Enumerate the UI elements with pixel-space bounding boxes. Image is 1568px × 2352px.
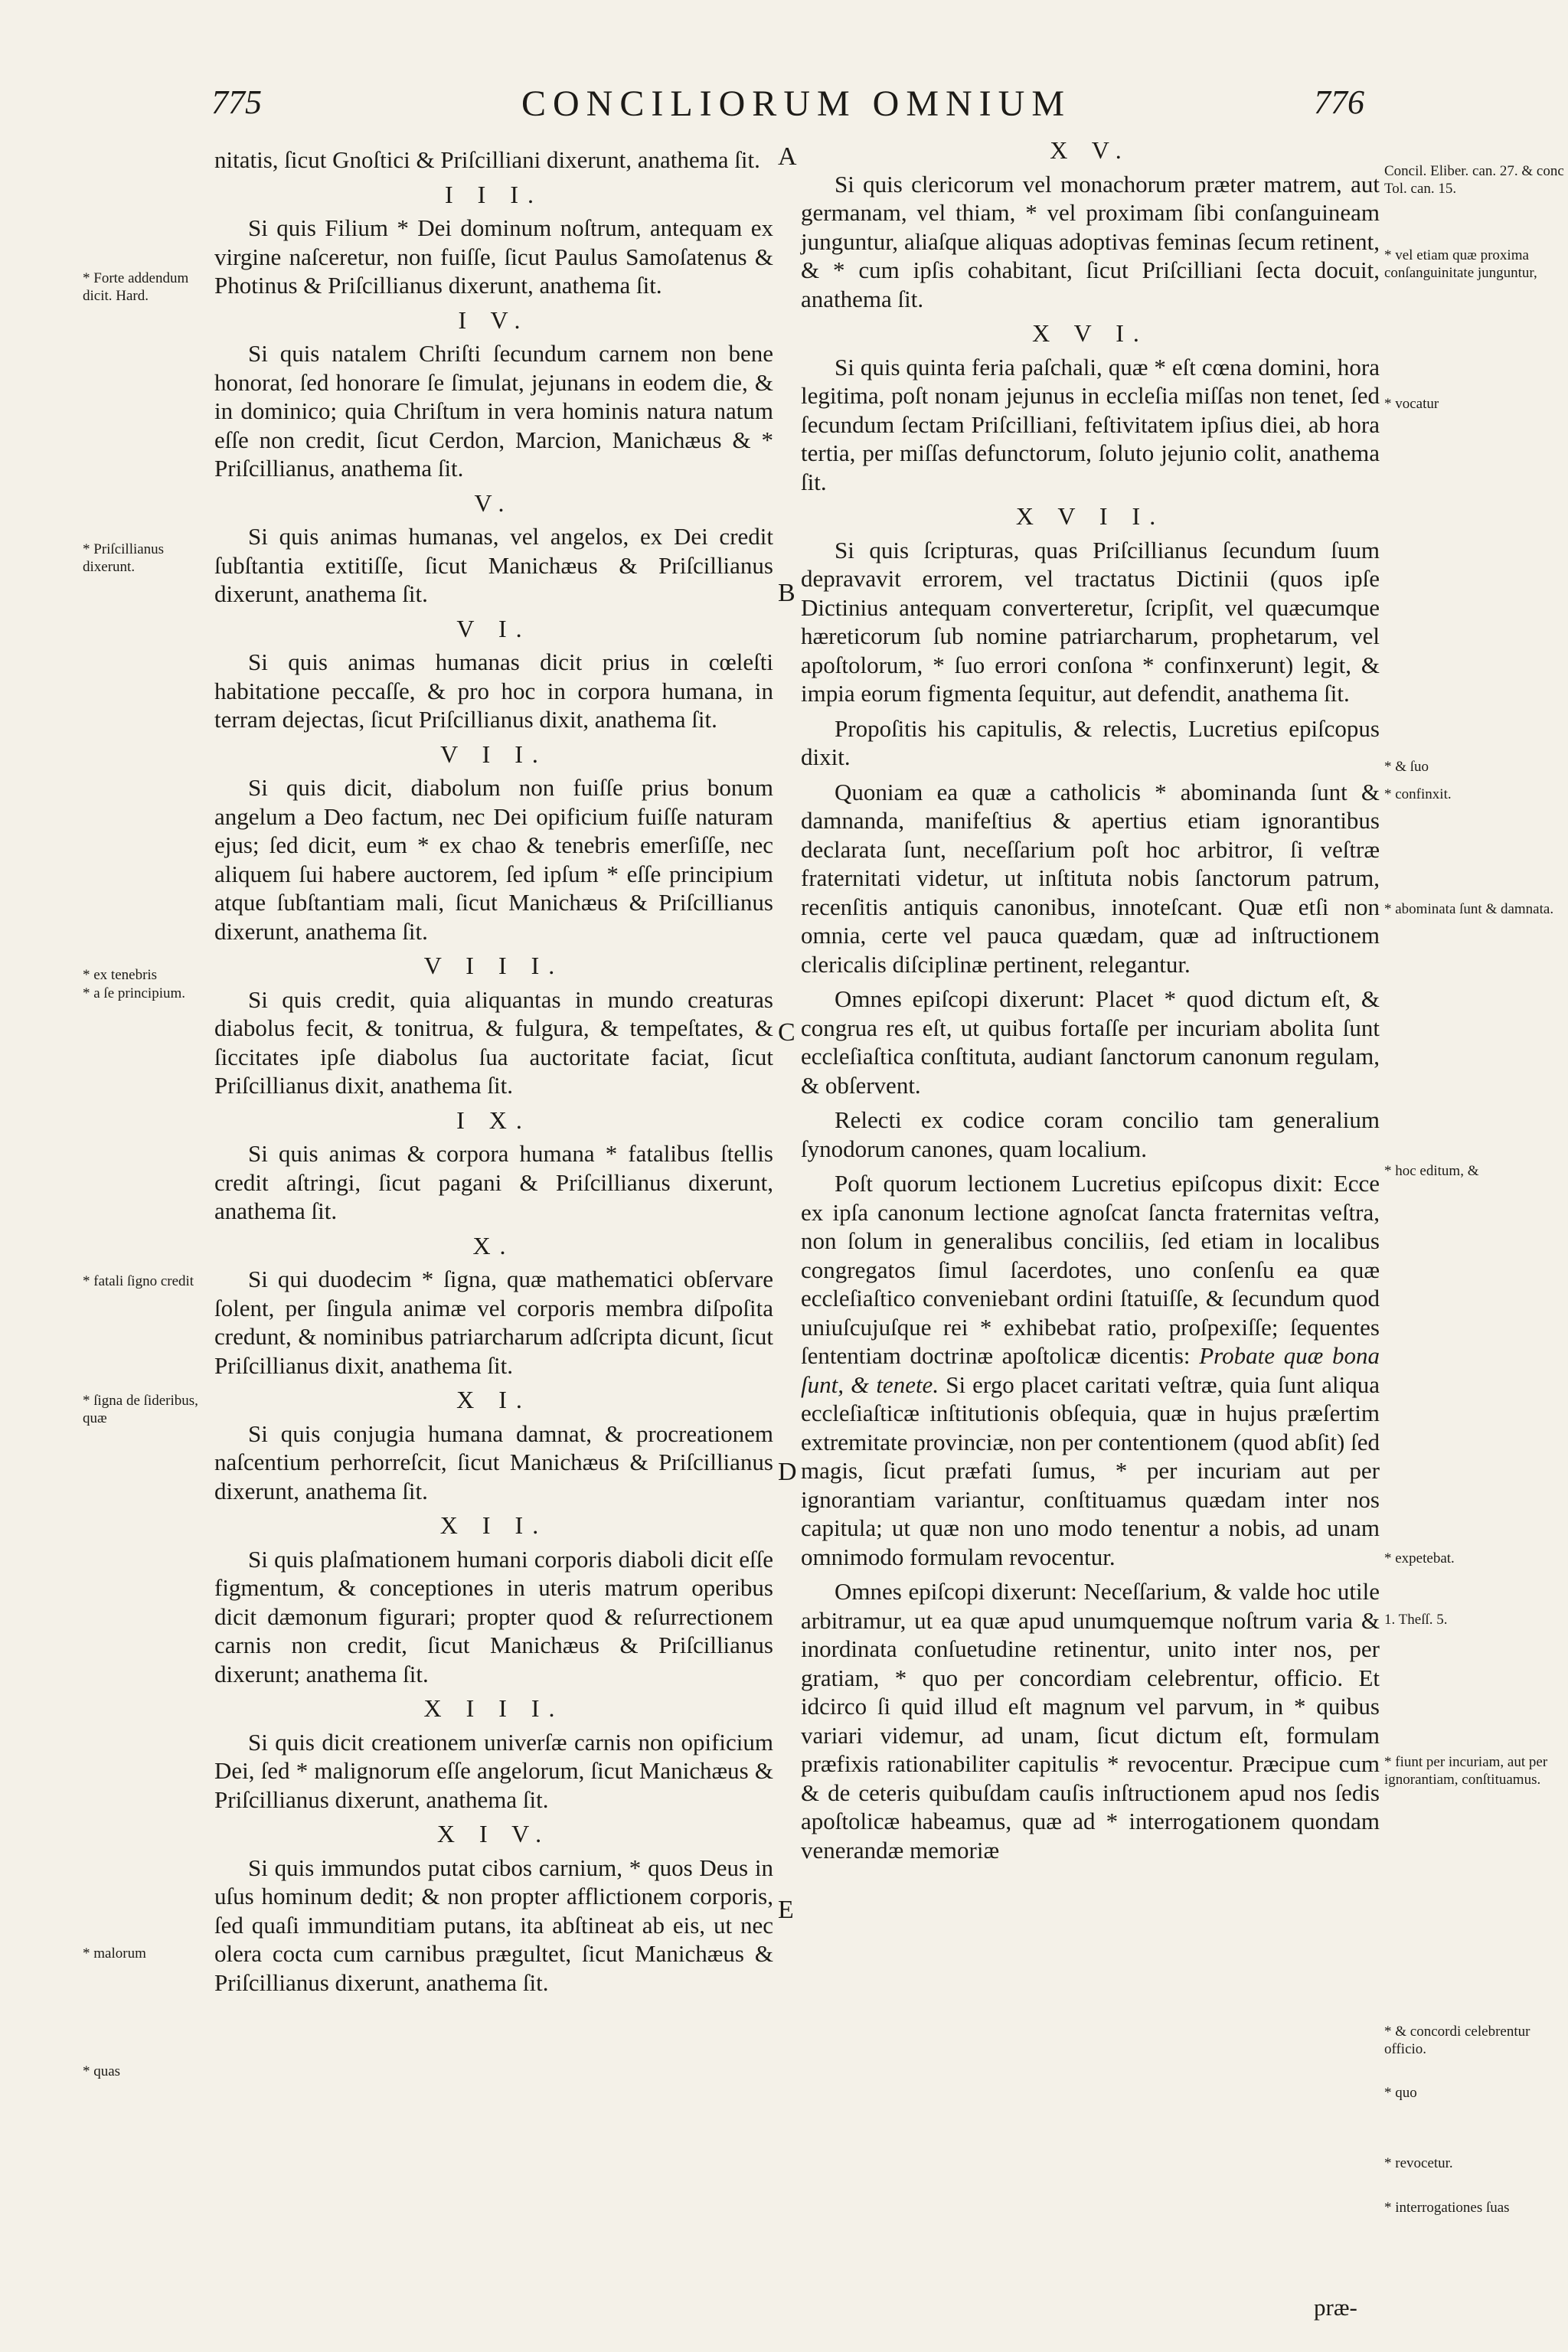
margin-note: * fiunt per incuriam, aut per ignorantiam, conſtituamus. [1384, 1754, 1548, 1788]
margin-note: * vel etiam quæ proxima conſanguinitate junguntur, [1384, 247, 1537, 281]
canon-number: X. [472, 1231, 515, 1259]
margin-note: * interrogationes ſuas [1384, 2200, 1510, 2216]
section-letter-b: B [778, 579, 795, 607]
canon-number: X I I I. [423, 1694, 564, 1722]
margin-note: * expetebat. [1384, 1550, 1455, 1566]
paragraph-text: Poſt quorum lectionem Lucretius epiſcopus dixit: Ecce ex ipſa canonum lectione agnoſcat ſancta fraternitas veſtra, non ſolum in generalibus conciliis, ſed etiam in localibus congregatos ſimul ſacerdotes, uno conſenſu ea quæ eccleſiaſtico conveniebant ordini ſtatuiſſe, & ſecundum quod uniuſcujuſque rei * exhibebat ratio, proſpexiſſe; ſequentes ſententiam doctrinæ apoſtolicæ dicentis: [801, 1170, 1380, 1369]
canon-number: I I I. [445, 180, 543, 208]
canon-number: X I. [456, 1386, 531, 1413]
section-letter-d: D [778, 1458, 797, 1486]
margin-note: * a ſe principium. [83, 985, 186, 1001]
paragraph-text: Si ergo placet caritati veſtræ, quia ſunt aliqua eccleſiaſticæ inſtitutionis obſequia, quæ in hujus præſertim extremitate provinciæ, non per contentionem (quod abſit) ſed magis, ſicut præfati ſumus, * per incuriam aut per ignorantiam variantur, conſtituamus quædam inter nos capitula; ut quæ non uno modo tenentur a nobis, ad unam omnimodo formulam revocentur. [801, 1370, 1380, 1570]
canon-text: Si quis dicit creationem univerſæ carnis non opificium Dei, ſed * malignorum eſſe angelorum, ſicut Manichæus & Priſcillianus dixerunt, anathema ſit. [214, 1728, 773, 1813]
canon-number: X I I. [439, 1511, 548, 1539]
canon-number: I V. [458, 305, 530, 334]
canon-number: X V I I. [1015, 502, 1165, 530]
margin-note: * abominata ſunt & damnata. [1384, 901, 1554, 917]
margin-note: * ex tenebris [83, 967, 158, 983]
margin-note: * malorum [83, 1945, 146, 1962]
scripture-quote: Probate quæ bona ſunt, & tenete. [801, 1342, 1380, 1398]
margin-note: * fatali ſigno credit [83, 1273, 194, 1289]
catchword: præ- [1314, 2294, 1357, 2321]
paragraph: Omnes epiſcopi dixerunt: Neceſſarium, & valde hoc utile arbitramur, ut ea quæ apud unumquemque noſtrum varia & inordinata conſuetudine retinentur, unito inter nos, per gratiam, * quo per concordiam celebrentur, officio. Et idcirco ſi quid illud eſt magnum vel parvum, in * quibus variari videmur, ad unam, ſicut dictum eſt, formulam præfixis rationabiliter capitulis * revocentur. Præcipue cum & de ceteris quibuſdam cauſis inſtructionem apud nos ſedis apoſtolicæ habeamus, quæ ad * interrogationem quondam venerandæ memoriæ [801, 1578, 1380, 1864]
margin-note: * & ſuo [1384, 759, 1429, 775]
canon-text: Si quis dicit, diabolum non fuiſſe prius bonum angelum a Deo factum, nec Dei opificium fuiſſe naturam ejus; ſed dicit, eum * ex chao & tenebris emerſiſſe, nec aliquem ſui habere auctorem, ſed ipſum * eſſe principium atque ſubſtantiam mali, ſicut Manichæus & Priſcillianus dixerunt, anathema ſit. [214, 774, 773, 945]
canon-text: Si quis animas humanas dicit prius in cœleſti habitatione peccaſſe, & pro hoc in corpora humana, in terram dejectas, ſicut Priſcillianus dixit, anathema ſit. [214, 648, 773, 733]
left-column [214, 145, 773, 2003]
margin-note: * vocatur [1384, 396, 1439, 412]
canon-number: X V. [1050, 136, 1131, 164]
paragraph: Propoſitis his capitulis, & relectis, Lucretius epiſcopus dixit. [801, 714, 1380, 770]
margin-note: * & concordi celebrentur officio. [1384, 2024, 1530, 2057]
margin-note: * ſigna de ſideribus, quæ [83, 1393, 198, 1426]
canon-number: V. [474, 488, 514, 517]
canon-number: X V I. [1032, 319, 1148, 347]
section-letter-e: E [778, 1896, 794, 1924]
paragraph: Quoniam ea quæ a catholicis * abominanda ſunt & damnanda, manifeſtius & apertius etiam ignorantibus declarata ſunt, neceſſarium poſt hoc arbitror, ſi veſtræ fraternitati videtur, ut inſtituta nobis ſanctorum patrum, recenſitis antiquis canonibus, innoteſcant. Quæ etſi non omnia, certe vel pauca quædam, quæ ad inſtructionem clericalis diſciplinæ pertinent, relegantur. [801, 778, 1380, 978]
paragraph: Omnes epiſcopi dixerunt: Placet * quod dictum eſt, & congrua res eſt, ut quibus fortaſſe per incuriam abolita ſunt eccleſiaſtica conſtituta, audiant ſanctorum canonum regulam, & obſervent. [801, 985, 1380, 1099]
margin-note: * Forte addendum dicit. Hard. [83, 270, 189, 304]
paragraph [801, 1169, 1380, 1571]
canon-text: Si quis natalem Chriſti ſecundum carnem non bene honorat, ſed honorare ſe ſimulat, jejunans in eodem die, & in dominico; quia Chriſtum in vera hominis natura natum eſſe non credit, ſicut Cerdon, Marcion, Manichæus & * Priſcillianus, anathema ſit. [214, 340, 773, 482]
section-letter-c: C [778, 1018, 795, 1047]
margin-note: * quo [1384, 2085, 1417, 2101]
page-number-left: 775 [211, 83, 262, 121]
page-number-right: 776 [1314, 83, 1364, 121]
canon-text: Si quis conjugia humana damnat, & procreationem naſcentium perhorreſcit, ſicut Manichæus & Priſcillianus dixerunt, anathema ſit. [214, 1419, 773, 1504]
right-column [801, 136, 1380, 1870]
canon-number: X I V. [436, 1820, 551, 1847]
canon-text: Si quis animas humanas, vel angelos, ex Dei credit ſubſtantia extitiſſe, ſicut Manichæus & Priſcillianus dixerunt, anathema ſit. [214, 523, 773, 607]
canon-text: Si quis Filium * Dei dominum noſtrum, antequam ex virgine naſceretur, non fuiſſe, ſicut Paulus Samoſatenus & Photinus & Priſcillianus dixerunt, anathema ſit. [214, 214, 773, 299]
margin-note: * Priſcillianus dixerunt. [83, 541, 165, 575]
canon-number: V I I I. [423, 952, 564, 979]
intro-text: nitatis, ſicut Gnoſtici & Priſcilliani dixerunt, anathema ſit. [214, 146, 760, 173]
margin-note: * revocetur. [1384, 2155, 1453, 2171]
canon-text: Si quis plaſmationem humani corporis diaboli dicit eſſe figmentum, & conceptiones in uteris matrum operibus dicit dæmonum figurari; propter quod & reſurrectionem carnis non credit, ſicut Manichæus & Priſcillianus dixerunt; anathema ſit. [214, 1545, 773, 1687]
margin-note: * hoc editum, & [1384, 1163, 1479, 1179]
section-letter-a: A [778, 142, 797, 171]
canon-text: Si quis credit, quia aliquantas in mundo creaturas diabolus fecit, & tonitrua, & fulgura, & tempeſtates, & ſiccitates ipſe diabolus ſua auctoritate faciat, ſicut Priſcillianus dixit, anathema ſit. [214, 985, 773, 1099]
canon-text: Si quis quinta feria paſchali, quæ * eſt cœna domini, hora legitima, poſt nonam jejunus in eccleſia miſſas non tenet, ſed ſecundum ſectam Priſcilliani, feſtivitatem ipſius diei, ab hora tertia, per miſſas defunctorum, ſoluto jejunio colit, anathema ſit. [801, 353, 1380, 495]
canon-text: Si qui duodecim * ſigna, quæ mathematici obſervare ſolent, per ſingula animæ vel corporis membra diſpoſita credunt, & nominibus patriarcharum adſcripta dicunt, ſicut Priſcillianus dixit, anathema ſit. [214, 1266, 773, 1379]
canon-text: Si quis clericorum vel monachorum præter matrem, aut germanam, vel thiam, * vel proximam ſibi conſanguineam junguntur, aliaſque aliquas adoptivas feminas ſecum retinent, & * cum ipſis cohabitant, ſicut Priſcilliani ſecta docuit, anathema ſit. [801, 170, 1380, 312]
running-head: CONCILIORUM OMNIUM [521, 83, 1071, 124]
paragraph: Relecti ex codice coram concilio tam generalium ſynodorum canones, quam localium. [801, 1106, 1380, 1162]
canon-text: Si quis animas & corpora humana * fatalibus ſtellis credit aſtringi, ſicut pagani & Priſcillianus dixerunt, anathema ſit. [214, 1140, 773, 1224]
canon-text: Si quis ſcripturas, quas Priſcillianus ſecundum ſuum depravavit errorem, vel tractatus Dictinii (quos ipſe Dictinius antequam converteretur, ſcripſit, vel quæcumque hæreticorum ſub nomine patriarcharum, prophetarum, vel apoſtolorum, * ſuo errori conſona * confinxerunt) legit, & impia eorum figmenta ſequitur, aut defendit, anathema ſit. [801, 536, 1380, 707]
margin-note: * confinxit. [1384, 786, 1452, 802]
margin-note: Concil. Eliber. can. 27. & conc Tol. can. 15. [1384, 163, 1564, 197]
margin-note: 1. Theſſ. 5. [1384, 1612, 1448, 1628]
canon-text: Si quis immundos putat cibos carnium, * quos Deus in uſus hominum dedit; & non propter afflictionem corporis, ſed quaſi immunditiam putans, ita abſtineat ab eis, ut nec olera cocta cum carnibus prægultet, ſicut Manichæus & Priſcillianus dixerunt, anathema ſit. [214, 1854, 773, 1996]
canon-number: I X. [456, 1106, 531, 1134]
canon-number: V I I. [440, 740, 547, 768]
margin-note: * quas [83, 2063, 121, 2079]
canon-number: V I. [456, 614, 531, 642]
